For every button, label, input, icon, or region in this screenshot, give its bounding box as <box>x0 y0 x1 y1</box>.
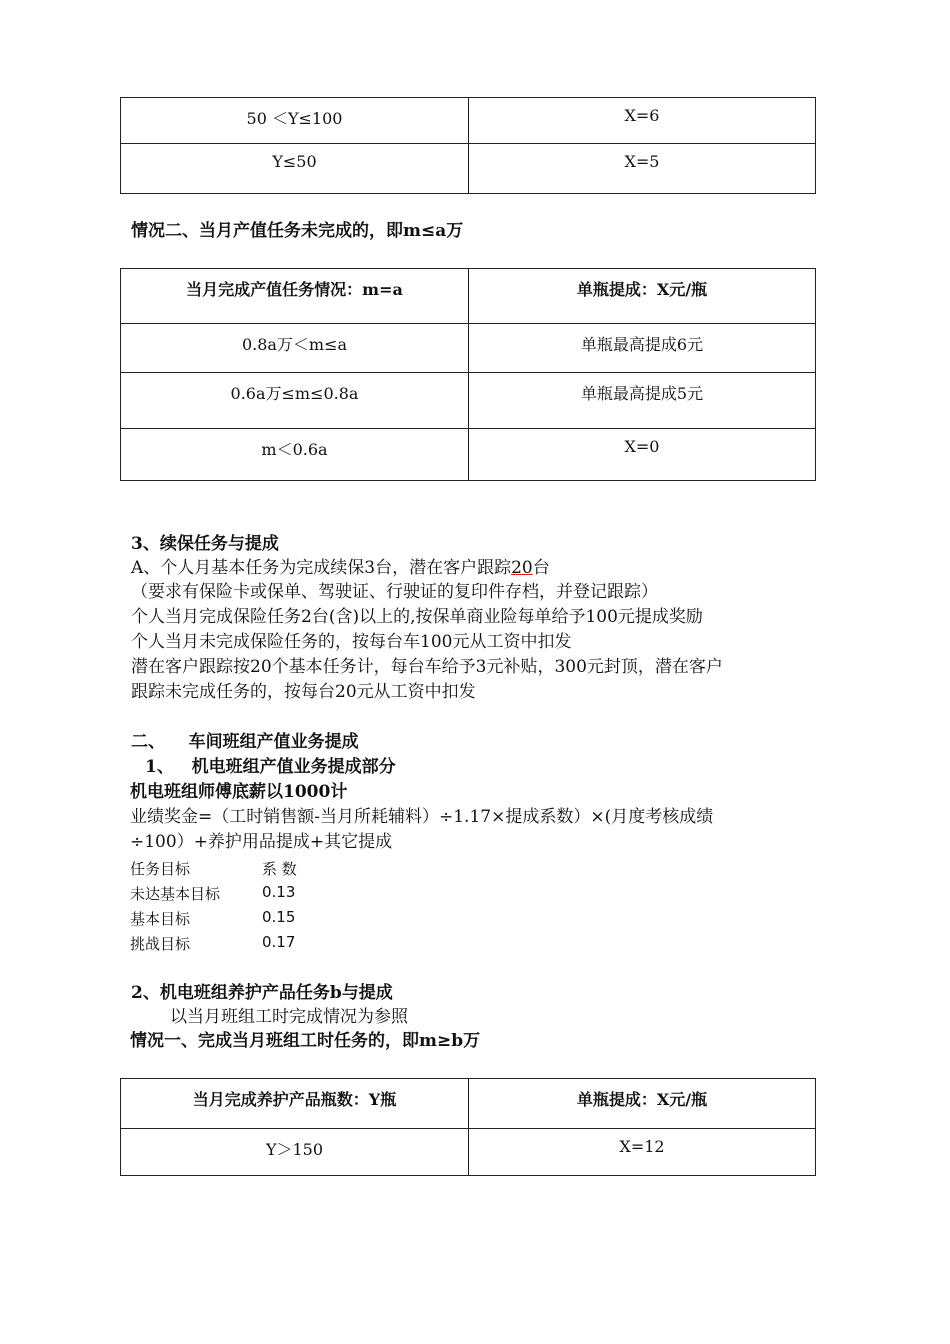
section-title-workshop: 二、 车间班组产值业务提成 <box>131 732 359 752</box>
paragraph-line: 潜在客户跟踪按20个基本任务计，每台车给予3元补贴，300元封顶，潜在客户 <box>131 657 723 677</box>
note-line: 以当月班组工时完成情况为参照 <box>170 1007 408 1027</box>
table-production-incomplete <box>120 268 816 481</box>
subsection-title-maintenance: 2、机电班组养护产品任务b与提成 <box>131 983 393 1003</box>
coef-value: 0.15 <box>262 908 296 926</box>
text-span: A、个人月基本任务为完成续保3台，潜在客户跟踪 <box>131 558 512 578</box>
table-header-row <box>121 1079 816 1129</box>
table-cell: 单瓶最高提成6元 <box>469 324 816 373</box>
table-row <box>121 429 816 481</box>
coef-header-target: 任务目标 <box>130 860 191 878</box>
text-span: 台 <box>532 558 550 578</box>
table-header-cell: 单瓶提成：X元/瓶 <box>469 269 816 324</box>
coef-label: 基本目标 <box>130 910 191 928</box>
table-maintenance-products <box>120 1078 816 1176</box>
table-header-cell: 单瓶提成：X元/瓶 <box>469 1079 816 1129</box>
coef-header-value: 系 数 <box>262 860 297 878</box>
table-cell: 单瓶最高提成5元 <box>469 373 816 429</box>
coef-value: 0.17 <box>262 933 296 951</box>
table-cell: m＜0.6a <box>121 429 469 481</box>
coef-label: 挑战目标 <box>130 935 191 953</box>
table-cell: X=6 <box>469 98 816 144</box>
coef-value: 0.13 <box>262 883 296 901</box>
table-row <box>121 324 816 373</box>
paragraph-line: 跟踪未完成任务的，按每台20元从工资中扣发 <box>131 682 476 702</box>
formula-line: 业绩奖金=（工时销售额-当月所耗辅料）÷1.17×提成系数）×(月度考核成绩 <box>130 807 714 827</box>
section-title-renewal: 3、续保任务与提成 <box>131 534 279 554</box>
coef-label: 未达基本目标 <box>130 885 221 903</box>
table-cell: 0.6a万≤m≤0.8a <box>121 373 469 429</box>
formula-line: ÷100）+养护用品提成+其它提成 <box>130 832 393 852</box>
heading-case1: 情况一、完成当月班组工时任务的，即m≥b万 <box>130 1031 481 1051</box>
table-row <box>121 98 816 144</box>
table-cell: X=5 <box>469 144 816 194</box>
table-cell: Y≤50 <box>121 144 469 194</box>
paragraph-line <box>131 556 550 580</box>
table-cell: Y＞150 <box>121 1129 469 1176</box>
table-header-cell: 当月完成养护产品瓶数：Y瓶 <box>121 1079 469 1129</box>
paragraph-line: 个人当月未完成保险任务的，按每台车100元从工资中扣发 <box>131 632 572 652</box>
paragraph-line: 个人当月完成保险任务2台(含)以上的,按保单商业险每单给予100元提成奖励 <box>131 607 703 627</box>
table-header-row <box>121 269 816 324</box>
table-header-cell: 当月完成产值任务情况：m=a <box>121 269 469 324</box>
base-pay-line: 机电班组师傅底薪以1000计 <box>130 782 348 802</box>
table-row <box>121 1129 816 1176</box>
table-row <box>121 144 816 194</box>
table-upper-tier <box>120 97 816 194</box>
table-cell: X=0 <box>469 429 816 481</box>
table-row <box>121 373 816 429</box>
subsection-title: 1、 机电班组产值业务提成部分 <box>145 757 396 777</box>
table-cell: 0.8a万＜m≤a <box>121 324 469 373</box>
table-cell: X=12 <box>469 1129 816 1176</box>
paragraph-line: （要求有保险卡或保单、驾驶证、行驶证的复印件存档，并登记跟踪） <box>131 582 658 602</box>
table-cell: 50 ＜Y≤100 <box>121 98 469 144</box>
underlined-number: 20 <box>511 558 533 578</box>
heading-case2: 情况二、当月产值任务未完成的，即m≤a万 <box>131 221 464 241</box>
